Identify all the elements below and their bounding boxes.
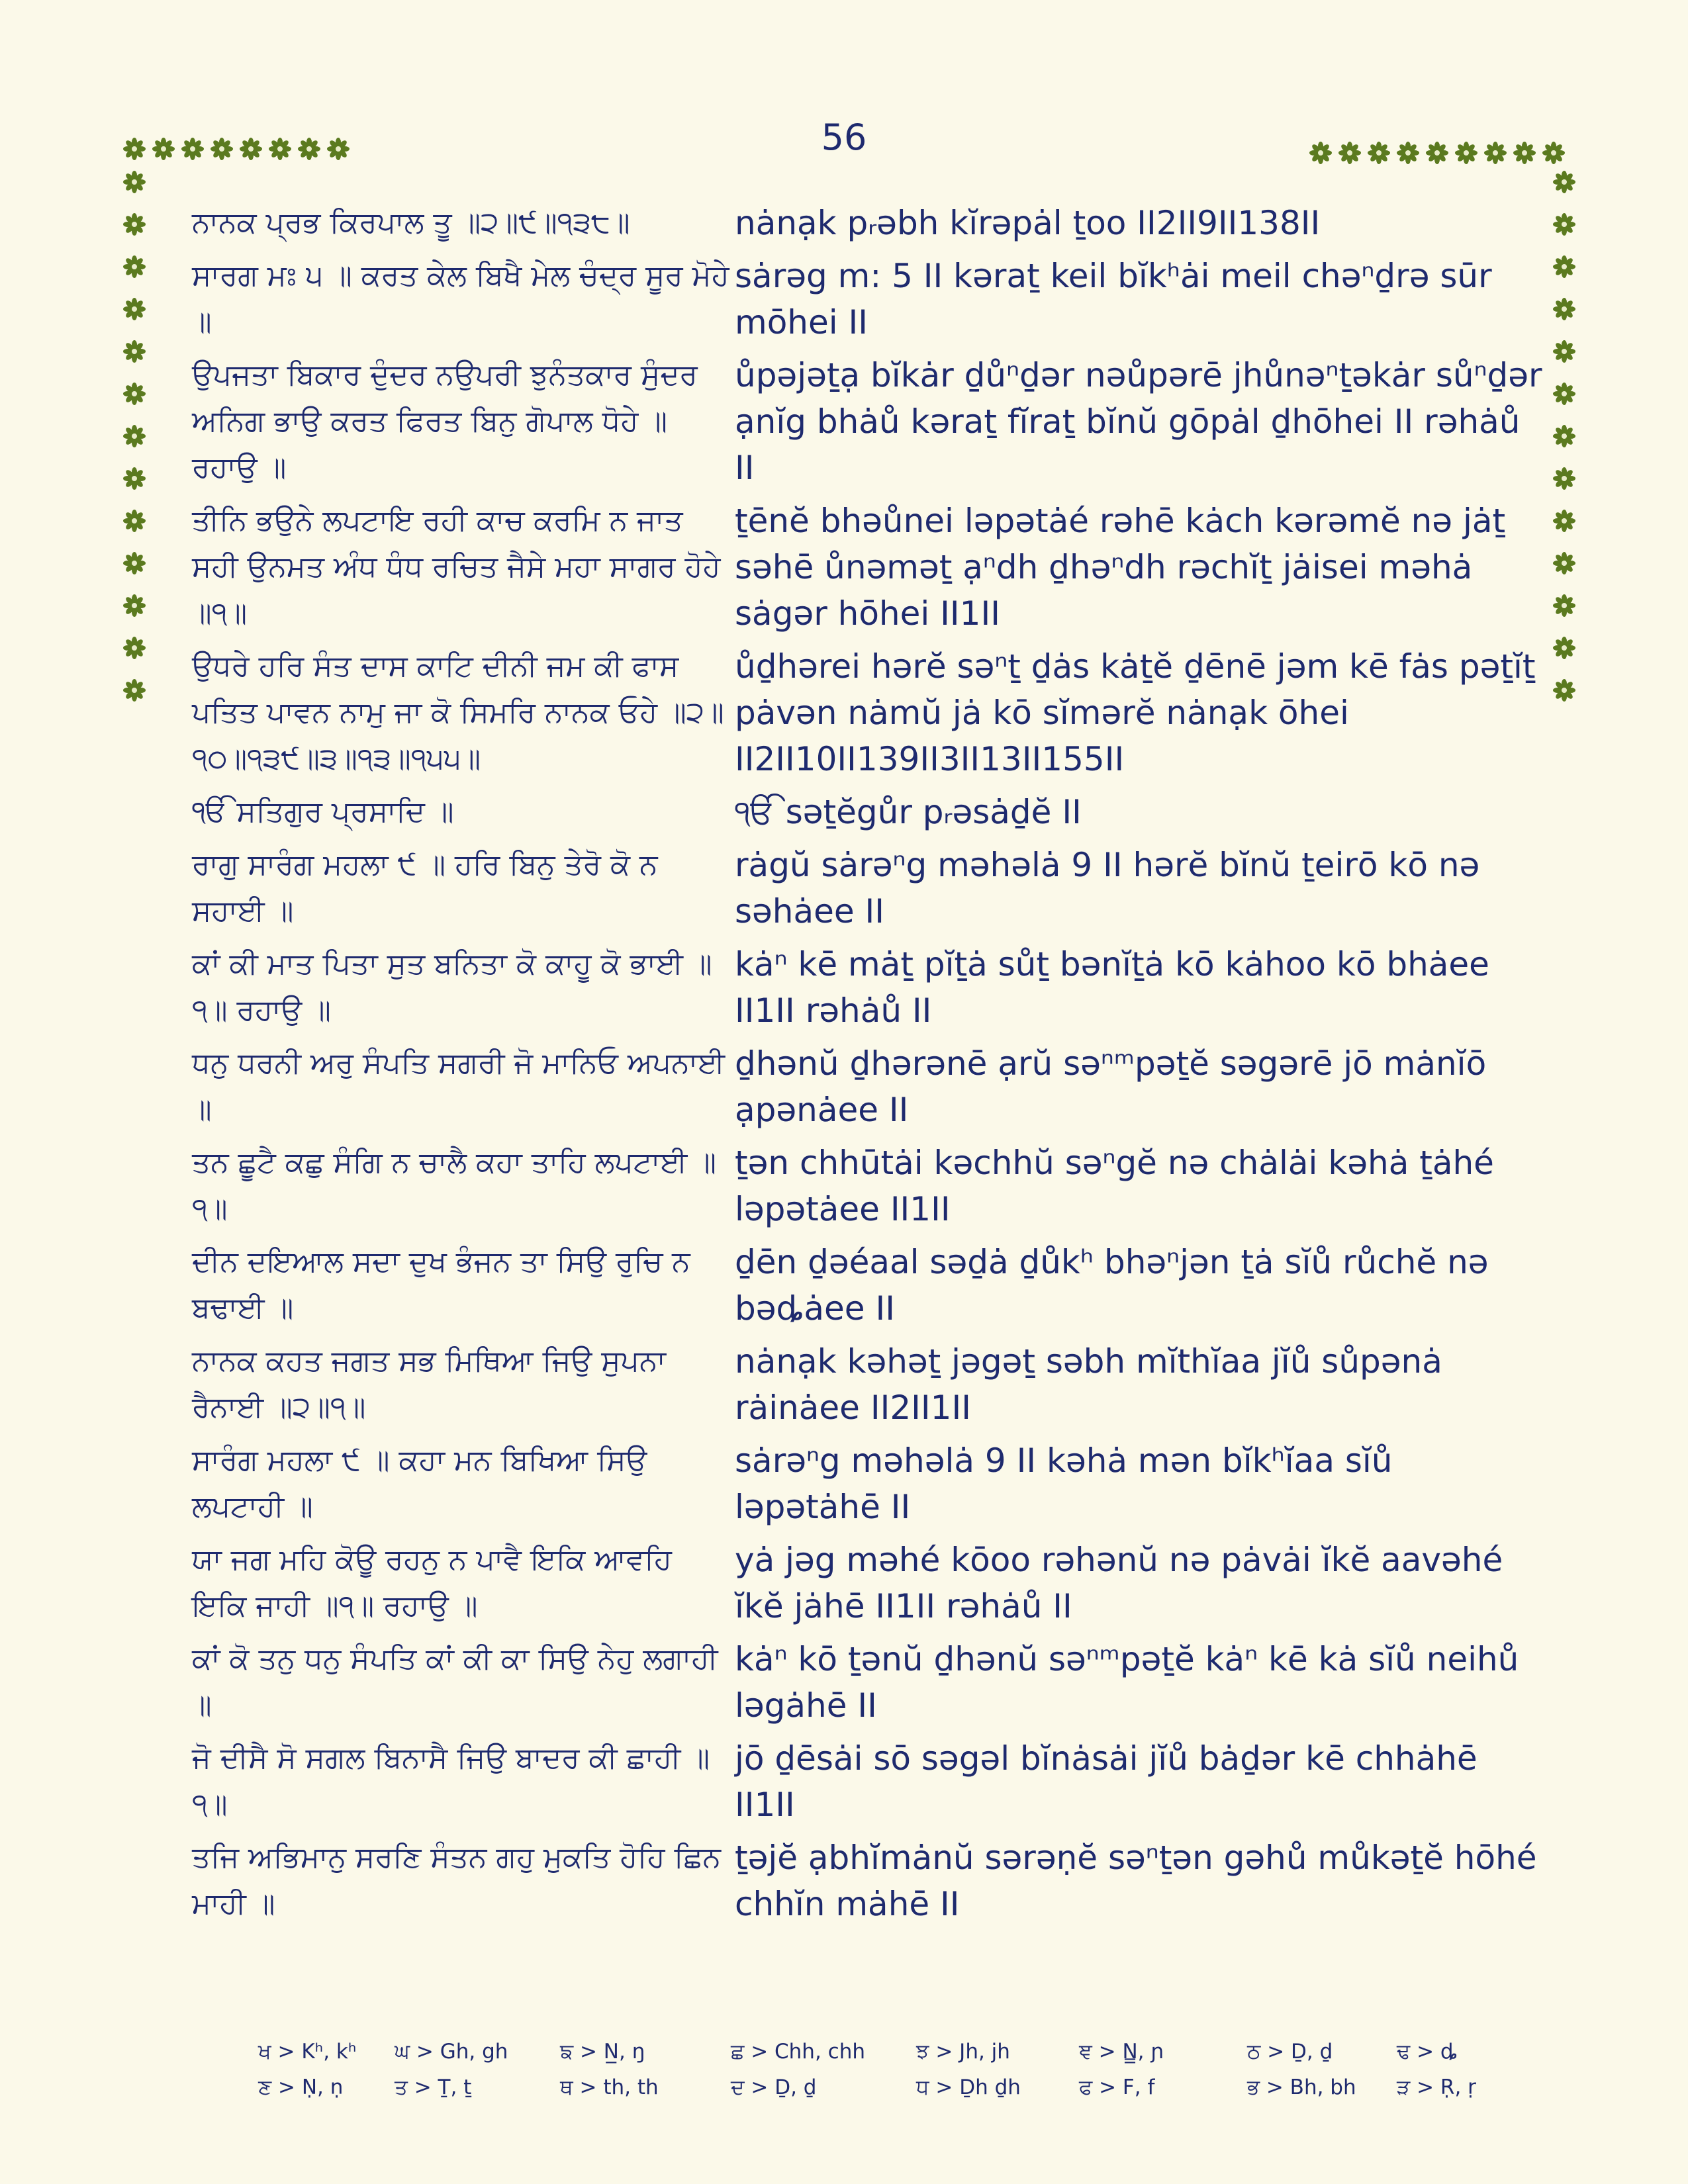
legend-entry: ਣ > Ṇ, ṇ: [258, 2075, 344, 2099]
flower-ornament-icon: [123, 383, 146, 405]
flower-ornament-icon: [240, 138, 262, 160]
transliteration-line: ੴ səṯĕgůr pᵣəsȧḏĕ II: [735, 793, 1082, 831]
verse-row: [192, 1338, 1542, 1431]
gurmukhi-line: ਯਾ ਜਗ ਮਹਿ ਕੋਊ ਰਹਨੁ ਨ ਪਾਵੈ ਇਕਿ ਆਵਹਿ ਇਕਿ ਜਾਹੀ ॥੧॥ ਰਹਾਉ ॥: [192, 1543, 672, 1623]
verse-row: [192, 643, 1542, 782]
transliteration-line: kȧⁿ kō ṯənŭ ḏhənŭ səⁿᵐpəṯĕ kȧⁿ kē kȧ sĭů neihů ləgȧhē II: [735, 1640, 1519, 1725]
flower-ornament-icon: [1553, 171, 1575, 193]
flower-ornament-icon: [1455, 142, 1477, 164]
transliteration-line: jō ḏēsȧi sō səgəl bĭnȧsȧi jĭů bȧḏər kē chhȧhē II1II: [735, 1739, 1477, 1824]
gurmukhi-line: ਨਾਨਕ ਕਹਤ ਜਗਤ ਸਭ ਮਿਥਿਆ ਜਿਉ ਸੁਪਨਾ ਰੈਨਾਈ ॥੨॥੧॥: [192, 1344, 667, 1424]
transliteration-line: ṯəjĕ ạbhĭmȧnŭ sərəṇĕ səⁿṯən gəhů můkəṯĕ hōhé chhĭn mȧhē II: [735, 1839, 1537, 1923]
flower-ornament-icon: [327, 138, 350, 160]
verse-list: [192, 200, 1542, 1934]
gurmukhi-line: ਨਾਨਕ ਪ੍ਰਭ ਕਿਰਪਾਲ ਤੂ ॥੨॥੯॥੧੩੮॥: [192, 206, 630, 240]
gurmukhi-line: ਸਾਰਗ ਮਃ ੫ ॥ ਕਰਤ ਕੇਲ ਬਿਖੈ ਮੇਲ ਚੰਦ੍ਰ ਸੂਰ ਮੋਹੇ ॥: [192, 259, 729, 339]
transliteration-line: kȧⁿ kē mȧṯ pĭṯȧ sůṯ bənĭṯȧ kō kȧhoo kō bhȧee II1II rəhȧů II: [735, 945, 1489, 1030]
flower-ornament-icon: [123, 138, 146, 160]
verse-row: [192, 1040, 1542, 1133]
verse-row: [192, 200, 1542, 246]
transliteration-line: ṯēnĕ bhəůnei ləpətȧé rəhē kȧch kərəmĕ nə jȧṯ səhē ůnəməṯ ạⁿdh ḏhəⁿdh rəchĭṯ jȧisei məhȧ sȧgər hōhei II1II: [735, 502, 1506, 633]
transliteration-line: ůḏhərei hərĕ səⁿṯ ḏȧs kȧṯĕ ḏēnē jəm kē fȧs pəṯĭṯ pȧvən nȧmŭ jȧ kō sĭmərĕ nȧnạk ōhei II2II10II139II3II13II155II: [735, 647, 1536, 778]
legend-entry: ੜ > Ṛ, ṛ: [1397, 2075, 1476, 2099]
flower-ornament-icon: [123, 425, 146, 447]
flower-ornament-icon: [1553, 467, 1575, 490]
flower-ornament-icon: [1553, 679, 1575, 702]
legend-entry: ਝ > Jh, jh: [916, 2040, 1010, 2064]
transliteration-line: sȧrəⁿg məhəlȧ 9 II kəhȧ mən bĭkʰĭaa sĭů ləpətȧhē II: [735, 1441, 1393, 1526]
flower-ornament-icon: [123, 679, 146, 702]
verse-row: [192, 941, 1542, 1034]
legend-entry: ਛ > Chh, chh: [731, 2040, 866, 2064]
gurmukhi-line: ਸਾਰੰਗ ਮਹਲਾ ੯ ॥ ਕਹਾ ਮਨ ਬਿਖਿਆ ਸਿਉ ਲਪਟਾਹੀ ॥: [192, 1443, 647, 1524]
flower-ornament-icon: [1553, 425, 1575, 447]
flower-ornament-icon: [211, 138, 233, 160]
verse-row: [192, 1437, 1542, 1530]
transliteration-line: yȧ jəg məhé kōoo rəhənŭ nə pȧvȧi ĭkĕ aavəhé ĭkĕ jȧhē II1II rəhȧů II: [735, 1541, 1503, 1625]
gurmukhi-line: ਤੀਨਿ ਭਉਨੇ ਲਪਟਾਇ ਰਹੀ ਕਾਚ ਕਰਮਿ ਨ ਜਾਤ ਸਹੀ ਉਨਮਤ ਅੰਧ ਧੰਧ ਰਚਿਤ ਜੈਸੇ ਮਹਾ ਸਾਗਰ ਹੋਹੇ ॥੧॥: [192, 504, 721, 630]
flower-ornament-icon: [269, 138, 291, 160]
legend-entry: ਙ > N̲, ŋ: [560, 2040, 645, 2064]
gurmukhi-line: ਦੀਨ ਦਇਆਲ ਸਦਾ ਦੁਖ ਭੰਜਨ ਤਾ ਸਿਉ ਰੁਚਿ ਨ ਬਢਾਈ ॥: [192, 1245, 690, 1325]
gurmukhi-line: ਉਪਜਤਾ ਬਿਕਾਰ ਦੁੰਦਰ ਨਉਪਰੀ ਝੁਨੰਤਕਾਰ ਸੁੰਦਰ ਅਨਿਗ ਭਾਉ ਕਰਤ ਫਿਰਤ ਬਿਨੁ ਗੋਪਾਲ ਧੋਹੇ ॥ ਰਹਾਉ ॥: [192, 358, 698, 484]
gurmukhi-line: ਧਨੁ ਧਰਨੀ ਅਰੁ ਸੰਪਤਿ ਸਗਰੀ ਜੋ ਮਾਨਿਓ ਅਪਨਾਈ ॥: [192, 1046, 726, 1126]
flower-ornament-icon: [123, 255, 146, 278]
flower-ornament-icon: [123, 552, 146, 574]
flower-ornament-icon: [1553, 510, 1575, 532]
gurmukhi-line: ੴ ਸਤਿਗੁਰ ਪ੍ਰਸਾਦਿ ॥: [192, 795, 454, 829]
verse-row: [192, 842, 1542, 934]
gurmukhi-line: ਉਧਰੇ ਹਰਿ ਸੰਤ ਦਾਸ ਕਾਟਿ ਦੀਨੀ ਜਮ ਕੀ ਫਾਸ ਪਤਿਤ ਪਾਵਨ ਨਾਮੁ ਜਾ ਕੋ ਸਿਮਰਿ ਨਾਨਕ ਓਹੇ ॥੨॥੧੦॥੧੩੯॥੩॥੧੩॥੧੫੫॥: [192, 649, 724, 776]
flower-ornament-icon: [1368, 142, 1390, 164]
gurmukhi-line: ਕਾਂ ਕੀ ਮਾਤ ਪਿਤਾ ਸੁਤ ਬਨਿਤਾ ਕੋ ਕਾਹੂ ਕੋ ਭਾਈ ॥੧॥ ਰਹਾਉ ॥: [192, 947, 712, 1027]
legend-entry: ਧ > Ḏh ḏh: [916, 2075, 1021, 2099]
verse-row: [192, 352, 1542, 491]
flower-ornament-icon: [1309, 142, 1332, 164]
verse-row: [192, 253, 1542, 345]
legend-entry: ਤ > Ṯ, ṯ: [395, 2075, 472, 2099]
legend-entry: ਫ > F, f: [1079, 2075, 1155, 2099]
verse-row: [192, 1636, 1542, 1729]
transliteration-legend: [258, 2040, 1476, 2111]
flower-ornament-icon: [1553, 213, 1575, 236]
transliteration-line: ṯən chhūtȧi kəchhŭ səⁿgĕ nə chȧlȧi kəhȧ ṯȧhé ləpətȧee II1II: [735, 1144, 1494, 1228]
verse-row: [192, 1735, 1542, 1828]
flower-ornament-icon: [1426, 142, 1448, 164]
transliteration-line: nȧnạk kəhəṯ jəgəṯ səbh mĭthĭaa jĭů sůpənȧ rȧinȧee II2II1II: [735, 1342, 1442, 1427]
flower-ornament-icon: [123, 298, 146, 320]
verse-row: [192, 789, 1542, 835]
legend-row: [258, 2075, 1476, 2111]
flower-ornament-icon: [1553, 340, 1575, 363]
flower-ornament-icon: [123, 340, 146, 363]
legend-entry: ਭ > Bh, bh: [1247, 2075, 1356, 2099]
flower-ornament-icon: [1542, 142, 1565, 164]
flower-ornament-icon: [123, 171, 146, 193]
verse-row: [192, 1239, 1542, 1332]
gurmukhi-line: ਤਨ ਛੂਟੈ ਕਛੁ ਸੰਗਿ ਨ ਚਾਲੈ ਕਹਾ ਤਾਹਿ ਲਪਟਾਈ ॥੧॥: [192, 1146, 716, 1226]
flower-ornament-icon: [123, 213, 146, 236]
legend-entry: ਖ > Kʰ, kʰ: [258, 2040, 357, 2064]
flower-ornament-icon: [1513, 142, 1536, 164]
legend-row: [258, 2040, 1476, 2075]
transliteration-line: ḏēn ḏəéaal səḏȧ ḏůkʰ bhəⁿjən ṯȧ sĭů růchĕ nə bəȡȧee II: [735, 1243, 1489, 1328]
transliteration-line: ḏhənŭ ḏhərənē ạrŭ səⁿᵐpəṯĕ səgərē jō mȧnĭō ạpənȧee II: [735, 1044, 1487, 1129]
flower-ornament-icon: [181, 138, 204, 160]
flower-ornament-icon: [1484, 142, 1507, 164]
flower-ornament-icon: [123, 467, 146, 490]
flower-ornament-icon: [1553, 298, 1575, 320]
flower-ornament-icon: [1397, 142, 1419, 164]
flower-ornament-icon: [1553, 637, 1575, 659]
verse-row: [192, 498, 1542, 637]
verse-row: [192, 1835, 1542, 1927]
transliteration-line: nȧnạk pᵣəbh kĭrəpȧl ṯoo II2II9II138II: [735, 204, 1321, 242]
gurmukhi-line: ਕਾਂ ਕੋ ਤਨੁ ਧਨੁ ਸੰਪਤਿ ਕਾਂ ਕੀ ਕਾ ਸਿਉ ਨੇਹੁ ਲਗਾਹੀ ॥: [192, 1642, 718, 1722]
gurmukhi-line: ਤਜਿ ਅਭਿਮਾਨੁ ਸਰਣਿ ਸੰਤਨ ਗਹੁ ਮੁਕਤਿ ਹੋਹਿ ਛਿਨ ਮਾਹੀ ॥: [192, 1841, 721, 1921]
legend-entry: ਘ > Gh, gh: [395, 2040, 508, 2064]
flower-ornament-icon: [123, 594, 146, 617]
transliteration-line: sȧrəg m: 5 II kəraṯ keil bĭkʰȧi meil chəⁿḏrə sūr mōhei II: [735, 257, 1492, 341]
flower-ornament-icon: [1553, 255, 1575, 278]
flower-ornament-icon: [123, 510, 146, 532]
flower-ornament-icon: [298, 138, 320, 160]
verse-row: [192, 1140, 1542, 1232]
gurmukhi-line: ਜੋ ਦੀਸੈ ਸੋ ਸਗਲ ਬਿਨਾਸੈ ਜਿਉ ਬਾਦਰ ਕੀ ਛਾਹੀ ॥੧॥: [192, 1741, 710, 1821]
flower-ornament-icon: [1553, 552, 1575, 574]
flower-ornament-icon: [1553, 383, 1575, 405]
flower-ornament-icon: [152, 138, 175, 160]
flower-ornament-icon: [1338, 142, 1361, 164]
page-number: 56: [821, 116, 867, 158]
verse-row: [192, 1537, 1542, 1629]
legend-entry: ਞ > N̳, ɲ: [1079, 2040, 1164, 2064]
flower-ornament-icon: [123, 637, 146, 659]
legend-entry: ਠ > Ḏ, ḏ: [1247, 2040, 1333, 2064]
transliteration-line: rȧgŭ sȧrəⁿg məhəlȧ 9 II hərĕ bĭnŭ ṯeirō kō nə səhȧee II: [735, 846, 1480, 931]
gurmukhi-line: ਰਾਗੁ ਸਾਰੰਗ ਮਹਲਾ ੯ ॥ ਹਰਿ ਬਿਨੁ ਤੇਰੋ ਕੋ ਨ ਸਹਾਈ ॥: [192, 848, 658, 928]
legend-entry: ਥ > th, th: [560, 2075, 659, 2099]
transliteration-line: ůpəjəṯạ bĭkȧr ḏůⁿḏər nəůpərē jhůnəⁿṯəkȧr sůⁿḏər ạnĭg bhȧů kəraṯ fĭraṯ bĭnŭ gōpȧl ḏhōhei II rəhȧů II: [735, 356, 1542, 487]
legend-entry: ਦ > Ḏ, ḏ: [731, 2075, 817, 2099]
flower-ornament-icon: [1553, 594, 1575, 617]
legend-entry: ਢ > ȡ: [1397, 2040, 1458, 2064]
